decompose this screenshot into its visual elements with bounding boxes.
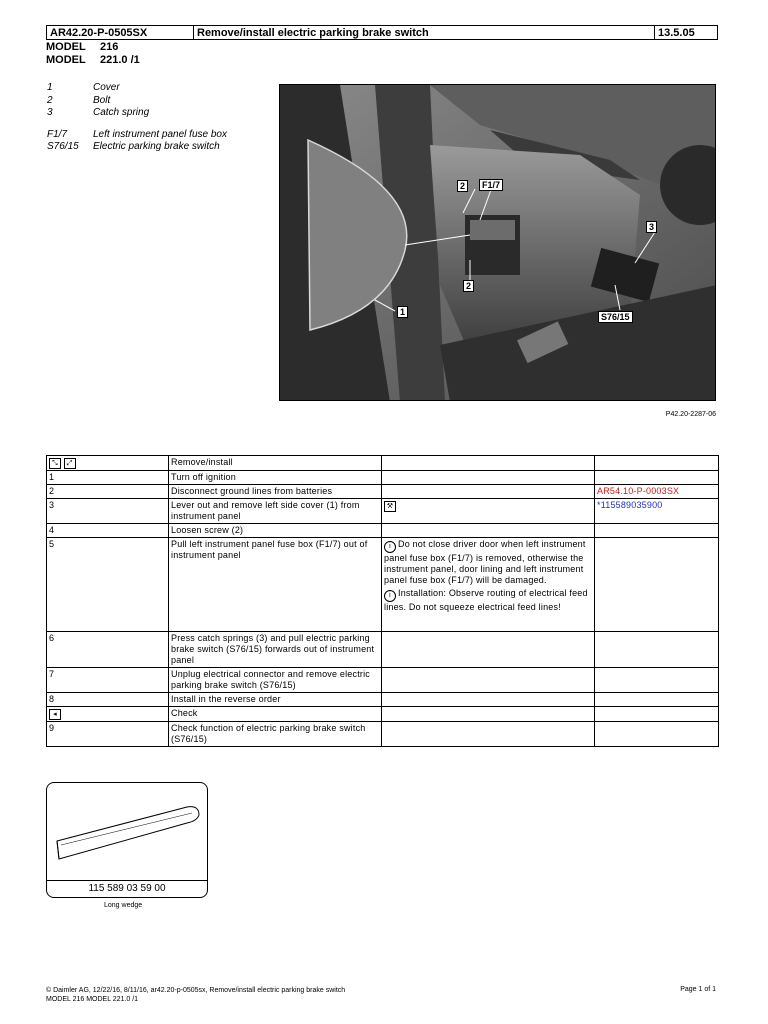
- callout-f1-7: F1/7: [479, 179, 503, 191]
- footer-copyright: © Daimler AG, 12/22/16, 8/11/16, ar42.20-p-0505sx, Remove/install electric parking brake switch: [46, 987, 346, 994]
- table-row: [47, 707, 719, 722]
- tool-card: [46, 782, 208, 898]
- legend-item: F1/7 Left instrument panel fuse box: [47, 128, 227, 140]
- step-number: 1: [47, 471, 169, 485]
- table-row: [47, 632, 719, 668]
- check-icon: ◂: [49, 709, 61, 720]
- document-header: [46, 25, 718, 40]
- table-row: [47, 524, 719, 538]
- step-text: Loosen screw (2): [169, 524, 382, 538]
- expand-icon: ⤡: [49, 458, 61, 469]
- step-text: Pull left instrument panel fuse box (F1/7) out of instrument panel: [169, 538, 382, 632]
- table-row: [47, 722, 719, 747]
- step-number: 9: [47, 722, 169, 747]
- figure-reference: P42.20-2287-06: [665, 411, 716, 418]
- note-icon: i: [384, 541, 396, 553]
- step-number: 3: [47, 499, 169, 524]
- step-number: 2: [47, 485, 169, 499]
- step-text: Unplug electrical connector and remove electric parking brake switch (S76/15): [169, 668, 382, 693]
- legend-item: 3 Catch spring: [47, 107, 150, 118]
- header-label: Remove/install: [169, 456, 382, 471]
- check-icon-cell: [47, 707, 169, 722]
- step-text: Disconnect ground lines from batteries: [169, 485, 382, 499]
- legend-item: S76/15 Electric parking brake switch: [47, 141, 220, 152]
- table-row: [47, 471, 719, 485]
- dashboard-figure: [279, 84, 716, 401]
- note-warning: i Do not close driver door when left instrument panel fuse box (F1/7) is removed, otherwise the instrument panel, door lining and left instrument panel fuse box (F1/7) will be damaged.: [384, 539, 586, 585]
- callout-3: 3: [646, 221, 657, 233]
- callout-1: 1: [397, 306, 408, 318]
- reference-link[interactable]: AR54.10-P-0003SX: [595, 485, 719, 499]
- callout-s76-15: S76/15: [598, 311, 633, 323]
- step-text: Install in the reverse order: [169, 693, 382, 707]
- dashboard-illustration: [280, 85, 716, 401]
- step-text: Lever out and remove left side cover (1) from instrument panel: [169, 499, 382, 524]
- footer-models: MODEL 216 MODEL 221.0 /1: [46, 996, 139, 1003]
- step-text: Press catch springs (3) and pull electric parking brake switch (S76/15) forwards out of instrument panel: [169, 632, 382, 668]
- legend-item: 2 Bolt: [47, 94, 111, 106]
- step-number: 8: [47, 693, 169, 707]
- callout-2-bottom: 2: [463, 280, 474, 292]
- legend-item: 1 Cover: [47, 82, 120, 93]
- tool-caption: Long wedge: [104, 902, 143, 909]
- callout-2-top: 2: [457, 180, 468, 192]
- note-icon: i: [384, 590, 396, 602]
- document-date: 13.5.05: [658, 27, 695, 39]
- step-text: Turn off ignition: [169, 471, 382, 485]
- model-line-1: MODEL 216: [46, 41, 119, 53]
- table-row: [47, 538, 719, 632]
- step-text: Check: [169, 707, 382, 722]
- procedure-table: [46, 455, 719, 747]
- table-row: [47, 693, 719, 707]
- note-installation: i Installation: Observe routing of electrical feed lines. Do not squeeze electrical feed lines!: [384, 588, 588, 612]
- header-icons-cell: [47, 456, 169, 471]
- model-line-2: MODEL 221.0 /1: [46, 54, 140, 66]
- document-title: Remove/install electric parking brake switch: [194, 26, 655, 39]
- table-header-row: [47, 456, 719, 471]
- long-wedge-icon: [47, 783, 208, 883]
- step-number: 6: [47, 632, 169, 668]
- tool-icon: ⚒: [384, 501, 396, 512]
- table-row: [47, 668, 719, 693]
- document-id: AR42.20-P-0505SX: [47, 26, 194, 39]
- step-number: 4: [47, 524, 169, 538]
- tool-reference-link[interactable]: *115589035900: [595, 499, 719, 524]
- table-row: [47, 485, 719, 499]
- page-number: Page 1 of 1: [680, 986, 716, 993]
- collapse-icon: ⤢: [64, 458, 76, 469]
- table-row: [47, 499, 719, 524]
- step-text: Check function of electric parking brake switch (S76/15): [169, 722, 382, 747]
- tool-number: 115 589 03 59 00: [47, 880, 207, 897]
- legend-list: [47, 82, 227, 154]
- step-number: 7: [47, 668, 169, 693]
- step-number: 5: [47, 538, 169, 632]
- notes-cell: [382, 538, 595, 632]
